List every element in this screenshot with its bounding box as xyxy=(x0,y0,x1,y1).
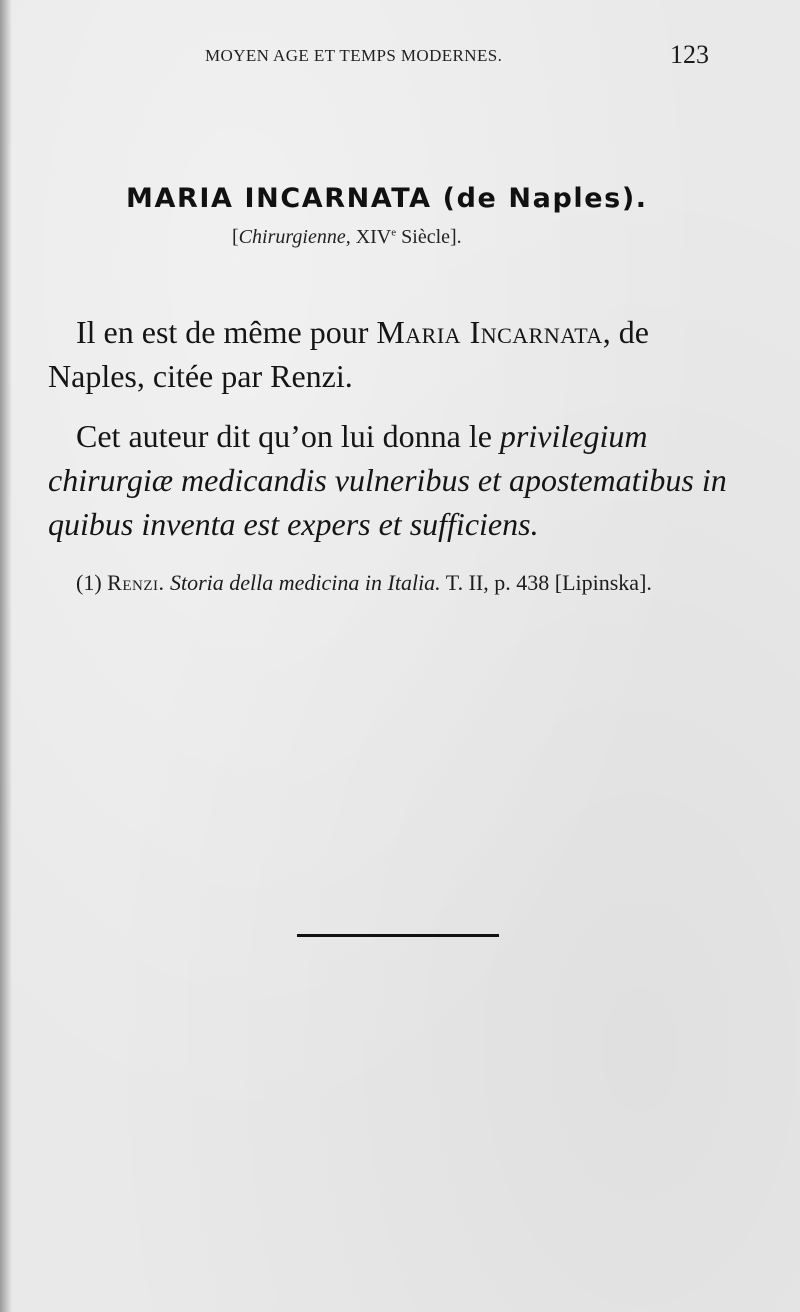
running-head: MOYEN AGE ET TEMPS MODERNES. xyxy=(205,46,503,65)
page-number: 123 xyxy=(670,40,709,69)
entry-title: MARIA INCARNATA (de Naples). xyxy=(126,183,648,214)
entry-subtitle xyxy=(232,226,462,249)
footnote-reference: T. II, p. 438 [Lipinska]. xyxy=(445,570,652,595)
subtitle-role: Chirurgienne, xyxy=(238,226,351,248)
paragraph-2-text-a: Cet auteur dit qu’on lui donna le xyxy=(76,418,492,454)
paragraph-2-latin: privilegium chirurgiæ medicandis vulneribus et apostematibus in quibus inventa est expers et sufficiens. xyxy=(48,418,727,542)
footnote-marker: (1) xyxy=(76,570,102,595)
subtitle-close: Siècle]. xyxy=(401,226,462,248)
subtitle-open-bracket: [ xyxy=(232,226,239,248)
paragraph-1-name: Maria Incarnata xyxy=(376,314,603,350)
footnote xyxy=(48,568,738,598)
paragraph-1-text-b: , de Naples, citée par Renzi. xyxy=(48,314,649,394)
footnote-author: Renzi. xyxy=(107,570,165,595)
footnote-work: Storia della medicina in Italia. xyxy=(169,570,441,595)
section-rule xyxy=(297,934,499,937)
subtitle-century-sup: e xyxy=(391,226,397,239)
paragraph-2 xyxy=(48,414,738,546)
paragraph-1-text-a: Il en est de même pour xyxy=(76,314,369,350)
subtitle-century: XIV xyxy=(355,226,392,248)
paragraph-1 xyxy=(48,310,738,398)
